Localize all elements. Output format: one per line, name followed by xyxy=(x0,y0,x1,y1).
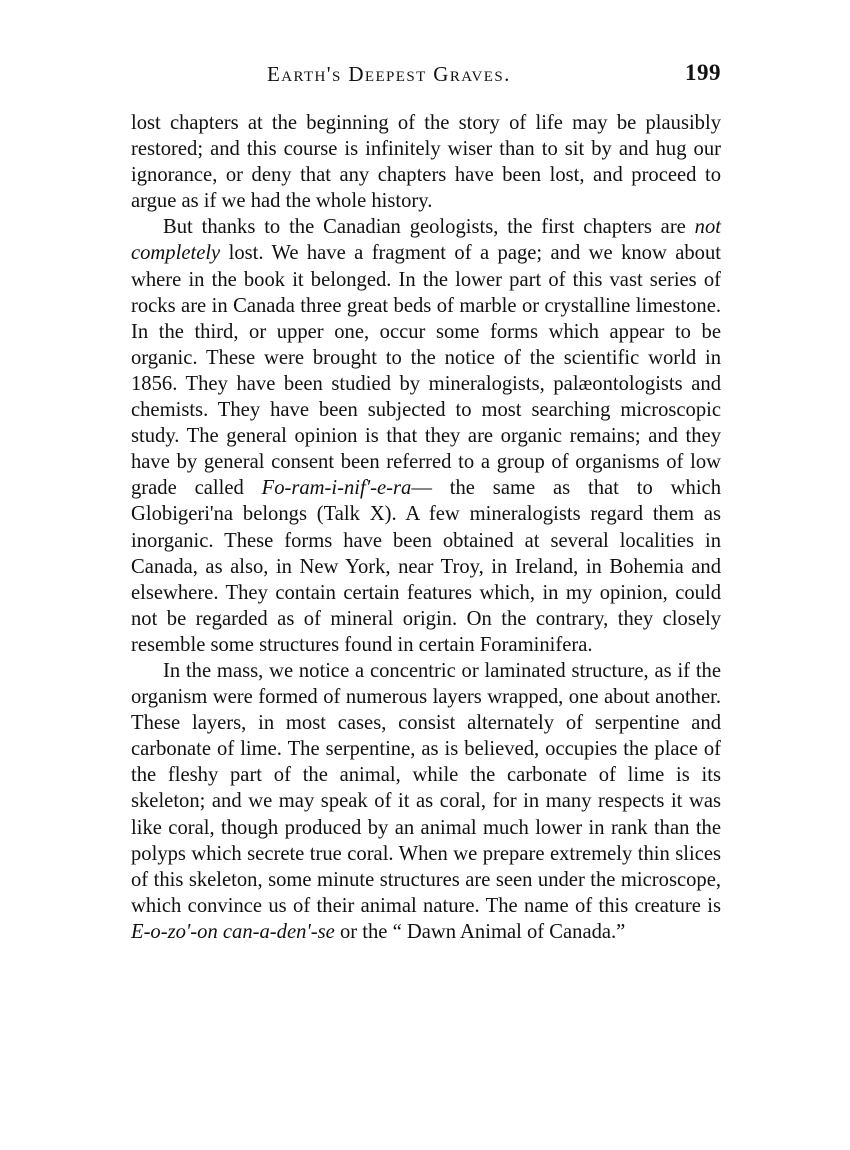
italic-term-eozoon: E-o-zo'-on can-a-den'-se xyxy=(131,920,335,943)
text-segment: lost. We have a fragment of a page; and we know about where in the book it belonged. In the lower part of this vast series of rocks are in Canada three great beds of marble or crystalline limestone. In the third, or upper one, occur some forms which appear to be organic. These were brought to the notice of the scientific world in 1856. They have been studied by mineralogists, palæontologists and chemists. They have been subjected to most searching microscopic study. The general opinion is that they are organic remains; and they have by general consent been referred to a group of organisms of low grade called xyxy=(131,242,721,500)
text-segment: In the mass, we notice a concentric or laminated structure, as if the organism were formed of numerous layers wrapped, one about another. These layers, in most cases, consist alternately of serpentine and carbonate of lime. The serpentine, as is believed, occupies the place of the fleshy part of the animal, while the carbonate of lime is its skeleton; and we may speak of it as coral, for in many respects it was like coral, though produced by an animal much lower in rank than the polyps which secrete true coral. When we prepare extremely thin slices of this skeleton, some minute structures are seen under the microscope, which convince us of their animal nature. The name of this creature is xyxy=(131,659,721,917)
italic-text-segment: not completely xyxy=(131,216,721,265)
italic-term-foraminifera: Fo-ram-i-nif'-e-ra xyxy=(261,477,412,500)
paragraph-1 xyxy=(131,110,721,214)
body-text xyxy=(131,110,721,945)
text-segment: — the same as that to which Globigeri'na belongs (Talk X). A few mineralogists regard them as inorganic. These forms have been obtained at several localities in Canada, as also, in New York, near Troy, in Ireland, in Bohemia and elsewhere. They contain certain features which, in my opinion, could not be regarded as of mineral origin. On the contrary, they closely resemble some structures found in certain Foraminifera. xyxy=(131,477,721,656)
text-segment: But thanks to the Canadian geologists, the first chapters are xyxy=(163,216,695,239)
book-page xyxy=(131,58,721,945)
paragraph-3 xyxy=(131,658,721,945)
text-segment: or the “ Dawn Animal of Canada.” xyxy=(334,920,626,943)
paragraph-2 xyxy=(131,214,721,658)
page-header xyxy=(131,58,721,94)
running-title: Earth's Deepest Graves. xyxy=(267,62,511,86)
page-number: 199 xyxy=(685,60,721,85)
text-segment: lost chapters at the beginning of the story of life may be plausibly restored; and this course is infinitely wiser than to sit by and hug our ignorance, or deny that any chapters have been lost, and proceed to argue as if we had the whole history. xyxy=(131,112,721,213)
